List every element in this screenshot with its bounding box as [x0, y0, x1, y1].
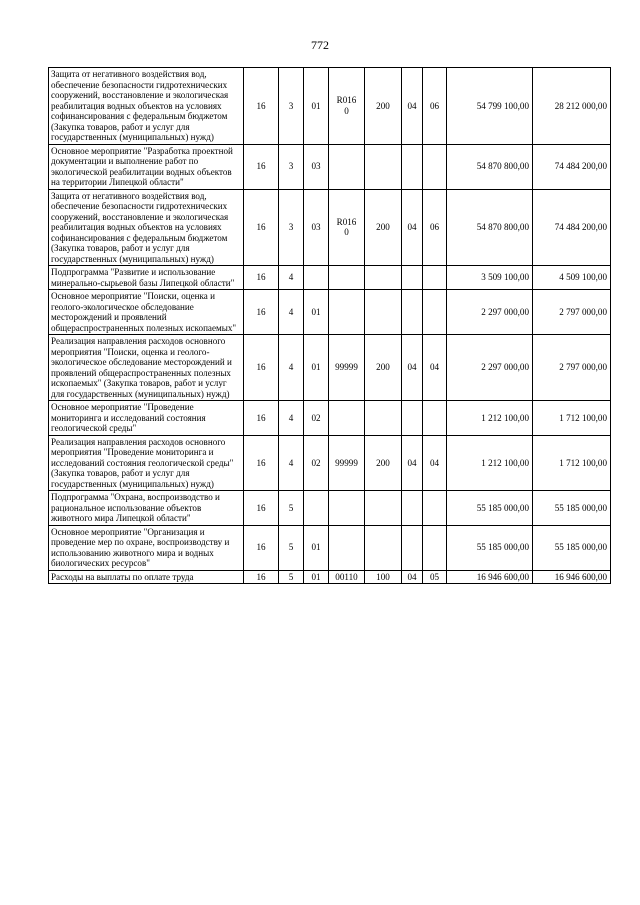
table-row	[49, 266, 611, 290]
amount-year2-cell: 74 484 200,00	[533, 144, 611, 189]
expense-direction-cell	[329, 401, 365, 436]
amount-year2-cell: 55 185 000,00	[533, 491, 611, 526]
activity-code-cell: 01	[304, 570, 329, 584]
amount-year2-cell: 74 484 200,00	[533, 189, 611, 266]
amount-year2-cell: 16 946 600,00	[533, 570, 611, 584]
row-name-cell: Реализация направления расходов основного мероприятия "Поиски, оценка и геолого-экологическое обследование месторождений и проявлений общераспространенных полезных ископаемых" (Закупка товаров, работ и услуг для государственных (муниципальных) нужд)	[49, 335, 244, 401]
amount-year1-cell: 54 870 800,00	[447, 144, 533, 189]
subsection-cell	[423, 525, 447, 570]
subprogram-code-cell: 3	[279, 144, 304, 189]
expense-direction-cell	[329, 266, 365, 290]
expense-direction-cell: 00110	[329, 570, 365, 584]
admin-code-cell: 16	[244, 68, 279, 145]
table-row	[49, 335, 611, 401]
row-name-cell: Защита от негативного воздействия вод, обеспечение безопасности гидротехнических сооружений, восстановление и экологическая реабилитация водных объектов на условиях софинансирования с федеральным бюджетом (Закупка товаров, работ и услуг для государственных (муниципальных) нужд)	[49, 68, 244, 145]
activity-code-cell: 01	[304, 525, 329, 570]
section-cell: 04	[402, 335, 423, 401]
row-name-cell: Защита от негативного воздействия вод, обеспечение безопасности гидротехнических сооружений, восстановление и экологическая реабилитация водных объектов на условиях софинансирования с федеральным бюджетом (Закупка товаров, работ и услуг для государственных (муниципальных) нужд)	[49, 189, 244, 266]
subprogram-code-cell: 3	[279, 68, 304, 145]
expense-direction-cell	[329, 525, 365, 570]
admin-code-cell: 16	[244, 570, 279, 584]
table-row	[49, 290, 611, 335]
expense-type-cell	[365, 401, 402, 436]
subsection-cell	[423, 401, 447, 436]
table-row	[49, 401, 611, 436]
table-row	[49, 525, 611, 570]
amount-year1-cell: 3 509 100,00	[447, 266, 533, 290]
admin-code-cell: 16	[244, 335, 279, 401]
activity-code-cell: 01	[304, 68, 329, 145]
expense-type-cell	[365, 525, 402, 570]
expense-type-cell: 200	[365, 335, 402, 401]
subsection-cell	[423, 290, 447, 335]
section-cell: 04	[402, 68, 423, 145]
subprogram-code-cell: 5	[279, 525, 304, 570]
table-body	[49, 68, 611, 584]
section-cell	[402, 401, 423, 436]
subprogram-code-cell: 4	[279, 401, 304, 436]
row-name-cell: Основное мероприятие "Организация и проведение мер по охране, воспроизводству и использованию животного мира и водных биологических ресурсов"	[49, 525, 244, 570]
section-cell	[402, 491, 423, 526]
expense-direction-cell: R016 0	[329, 68, 365, 145]
admin-code-cell: 16	[244, 189, 279, 266]
admin-code-cell: 16	[244, 266, 279, 290]
activity-code-cell: 02	[304, 435, 329, 491]
amount-year2-cell: 1 712 100,00	[533, 435, 611, 491]
expense-type-cell	[365, 266, 402, 290]
row-name-cell: Основное мероприятие "Проведение мониторинга и исследований состояния геологической среды"	[49, 401, 244, 436]
subsection-cell	[423, 144, 447, 189]
section-cell: 04	[402, 189, 423, 266]
table-row	[49, 570, 611, 584]
budget-table	[48, 67, 611, 584]
expense-direction-cell: 99999	[329, 435, 365, 491]
section-cell: 04	[402, 435, 423, 491]
subprogram-code-cell: 5	[279, 491, 304, 526]
expense-type-cell: 200	[365, 68, 402, 145]
table-row	[49, 189, 611, 266]
admin-code-cell: 16	[244, 525, 279, 570]
amount-year1-cell: 2 297 000,00	[447, 290, 533, 335]
admin-code-cell: 16	[244, 144, 279, 189]
amount-year1-cell: 54 870 800,00	[447, 189, 533, 266]
row-name-cell: Основное мероприятие "Поиски, оценка и геолого-экологическое обследование месторождений и проявлений общераспространенных полезных ископаемых"	[49, 290, 244, 335]
amount-year2-cell: 1 712 100,00	[533, 401, 611, 436]
admin-code-cell: 16	[244, 290, 279, 335]
amount-year2-cell: 4 509 100,00	[533, 266, 611, 290]
table-row	[49, 491, 611, 526]
expense-type-cell: 200	[365, 435, 402, 491]
section-cell	[402, 290, 423, 335]
activity-code-cell: 01	[304, 290, 329, 335]
subprogram-code-cell: 5	[279, 570, 304, 584]
activity-code-cell: 03	[304, 189, 329, 266]
expense-direction-cell	[329, 290, 365, 335]
expense-type-cell	[365, 491, 402, 526]
subsection-cell	[423, 266, 447, 290]
table-row	[49, 68, 611, 145]
table-row	[49, 435, 611, 491]
subsection-cell: 04	[423, 335, 447, 401]
subprogram-code-cell: 3	[279, 189, 304, 266]
expense-direction-cell	[329, 144, 365, 189]
subprogram-code-cell: 4	[279, 335, 304, 401]
expense-type-cell	[365, 144, 402, 189]
section-cell	[402, 525, 423, 570]
expense-type-cell: 100	[365, 570, 402, 584]
activity-code-cell	[304, 491, 329, 526]
subsection-cell	[423, 491, 447, 526]
subprogram-code-cell: 4	[279, 290, 304, 335]
section-cell	[402, 266, 423, 290]
row-name-cell: Основное мероприятие "Разработка проектной документации и выполнение работ по экологической реабилитации водных объектов на территории Липецкой области"	[49, 144, 244, 189]
expense-direction-cell: R016 0	[329, 189, 365, 266]
row-name-cell: Реализация направления расходов основного мероприятия "Проведение мониторинга и исследований состояния геологической среды" (Закупка товаров, работ и услуг для государственных (муниципальных) нужд)	[49, 435, 244, 491]
subprogram-code-cell: 4	[279, 266, 304, 290]
subsection-cell: 04	[423, 435, 447, 491]
admin-code-cell: 16	[244, 491, 279, 526]
admin-code-cell: 16	[244, 435, 279, 491]
amount-year1-cell: 16 946 600,00	[447, 570, 533, 584]
activity-code-cell: 03	[304, 144, 329, 189]
amount-year2-cell: 2 797 000,00	[533, 335, 611, 401]
expense-type-cell	[365, 290, 402, 335]
amount-year1-cell: 1 212 100,00	[447, 401, 533, 436]
amount-year1-cell: 55 185 000,00	[447, 525, 533, 570]
activity-code-cell: 02	[304, 401, 329, 436]
amount-year1-cell: 1 212 100,00	[447, 435, 533, 491]
activity-code-cell	[304, 266, 329, 290]
amount-year1-cell: 2 297 000,00	[447, 335, 533, 401]
row-name-cell: Расходы на выплаты по оплате труда	[49, 570, 244, 584]
activity-code-cell: 01	[304, 335, 329, 401]
subsection-cell: 06	[423, 189, 447, 266]
section-cell: 04	[402, 570, 423, 584]
amount-year2-cell: 28 212 000,00	[533, 68, 611, 145]
subsection-cell: 05	[423, 570, 447, 584]
amount-year1-cell: 55 185 000,00	[447, 491, 533, 526]
amount-year1-cell: 54 799 100,00	[447, 68, 533, 145]
table-row	[49, 144, 611, 189]
amount-year2-cell: 55 185 000,00	[533, 525, 611, 570]
expense-direction-cell: 99999	[329, 335, 365, 401]
row-name-cell: Подпрограмма "Охрана, воспроизводство и рациональное использование объектов животного мира Липецкой области"	[49, 491, 244, 526]
admin-code-cell: 16	[244, 401, 279, 436]
expense-type-cell: 200	[365, 189, 402, 266]
page-number: 772	[311, 38, 329, 52]
expense-direction-cell	[329, 491, 365, 526]
section-cell	[402, 144, 423, 189]
subprogram-code-cell: 4	[279, 435, 304, 491]
amount-year2-cell: 2 797 000,00	[533, 290, 611, 335]
subsection-cell: 06	[423, 68, 447, 145]
row-name-cell: Подпрограмма "Развитие и использование минерально-сырьевой базы Липецкой области"	[49, 266, 244, 290]
